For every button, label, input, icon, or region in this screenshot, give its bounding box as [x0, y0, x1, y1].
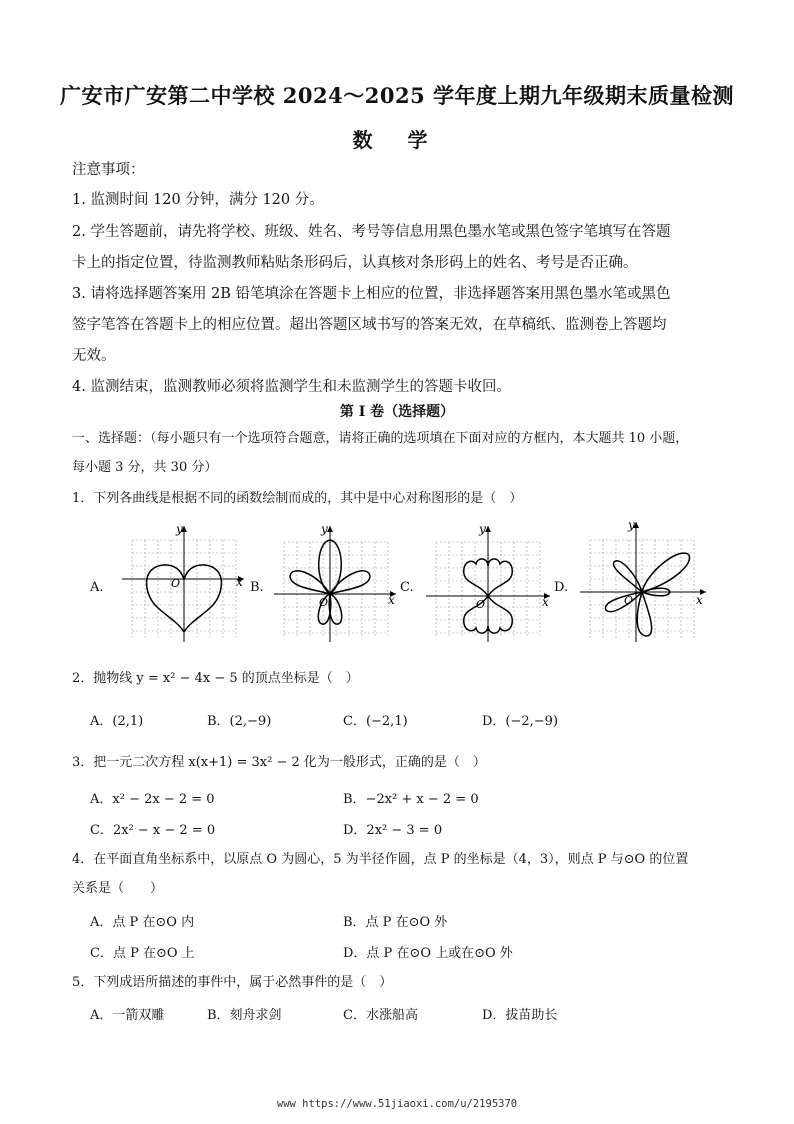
q2-option-a: A．(2,1) [90, 714, 144, 729]
svg-text:x: x [388, 593, 395, 607]
q5-option-c: C．水涨船高 [343, 1008, 418, 1023]
svg-text:x: x [696, 593, 703, 607]
q1-label-b: B. [250, 580, 264, 595]
q3-option-d: D．2x² − 3 = 0 [343, 823, 443, 838]
svg-text:y: y [176, 522, 183, 536]
q5-stem: 5．下列成语所描述的事件中，属于必然事件的是（ ） [72, 975, 393, 990]
svg-text:x: x [236, 575, 243, 589]
svg-text:O: O [319, 596, 329, 609]
q5-option-b: B．刻舟求剑 [207, 1008, 282, 1023]
svg-text:x: x [542, 595, 549, 609]
q2-option-b: B．(2,−9) [207, 714, 272, 729]
q3-option-c: C．2x² − x − 2 = 0 [90, 823, 216, 838]
section-title: 第 I 卷（选择题） [339, 404, 455, 420]
q3-option-a: A．x² − 2x − 2 = 0 [90, 792, 215, 807]
q2-option-d: D．(−2,−9) [482, 714, 559, 729]
svg-text:y: y [321, 522, 328, 536]
q2-option-c: C．(−2,1) [343, 714, 408, 729]
notice-item-1: 1. 监测时间 120 分钟，满分 120 分。 [72, 192, 324, 208]
section-intro: 一、选择题：（每小题只有一个选项符合题意，请将正确的选项填在下面对应的方框内，本大题共 10 小题， [72, 431, 689, 446]
q4-option-d: D．点 P 在⊙O 上或在⊙O 外 [343, 946, 513, 961]
q1-label-d: D. [554, 580, 569, 595]
q2-stem: 2．抛物线 y = x² − 4x − 5 的顶点坐标是（ ） [72, 671, 359, 686]
footer-watermark-url: www https://www.51jiaoxi.com/u/2195370 [276, 1098, 518, 1110]
q1-label-c: C. [400, 580, 414, 595]
q4-stem: 4．在平面直角坐标系中，以原点 O 为圆心，5 为半径作圆，点 P 的坐标是（4，3），则点 P 与⊙O 的位置 [72, 852, 689, 867]
q5-option-d: D．拔苗助长 [482, 1008, 558, 1023]
q1-figure-b-petals [270, 522, 400, 644]
exam-title: 广安市广安第二中学校 2024～2025 学年度上期九年级期末质量检测 [59, 83, 734, 108]
notice-item-3-end: 无效。 [72, 348, 116, 364]
subject-title: 数 学 [352, 128, 442, 152]
q5-option-a: A．一箭双雕 [90, 1008, 165, 1023]
section-intro-cont: 每小题 3 分，共 30 分） [72, 460, 218, 475]
svg-text:y: y [479, 522, 486, 536]
svg-text:O: O [476, 598, 486, 611]
q1-label-a: A. [90, 580, 104, 595]
q4-stem-cont: 关系是（ ） [72, 881, 164, 896]
q1-figure-d-propeller [576, 518, 710, 644]
q3-option-b: B．−2x² + x − 2 = 0 [343, 792, 479, 807]
notice-heading: 注意事项： [72, 162, 145, 178]
q3-stem: 3．把一元二次方程 x(x+1) = 3x² − 2 化为一般形式，正确的是（ ） [72, 755, 486, 770]
notice-item-2-cont: 卡上的指定位置，待监测教师粘贴条形码后，认真核对条形码上的姓名、考号是否正确。 [72, 255, 638, 271]
notice-item-3-cont: 签字笔答在答题卡上的相应位置。超出答题区域书写的答案无效，在草稿纸、监测卷上答题均 [72, 317, 667, 333]
notice-item-4: 4. 监测结束，监测教师必须将监测学生和未监测学生的答题卡收回。 [72, 379, 511, 395]
q4-option-a: A．点 P 在⊙O 内 [90, 915, 195, 930]
notice-item-2: 2. 学生答题前，请先将学校、班级、姓名、考号等信息用黑色墨水笔或黑色签字笔填写在答题 [72, 224, 671, 240]
notice-item-3: 3. 请将选择题答案用 2B 铅笔填涂在答题卡上相应的位置，非选择题答案用黑色墨水笔或黑色 [72, 286, 671, 302]
q1-figure-a-heart [120, 522, 250, 644]
svg-text:O: O [171, 577, 181, 590]
q1-figure-c-clover [424, 522, 554, 644]
svg-text:y: y [628, 518, 635, 532]
q4-option-b: B．点 P 在⊙O 外 [343, 915, 448, 930]
q1-stem: 1．下列各曲线是根据不同的函数绘制而成的，其中是中心对称图形的是（ ） [72, 491, 523, 506]
svg-text:O: O [624, 594, 634, 607]
q4-option-c: C．点 P 在⊙O 上 [90, 946, 195, 961]
